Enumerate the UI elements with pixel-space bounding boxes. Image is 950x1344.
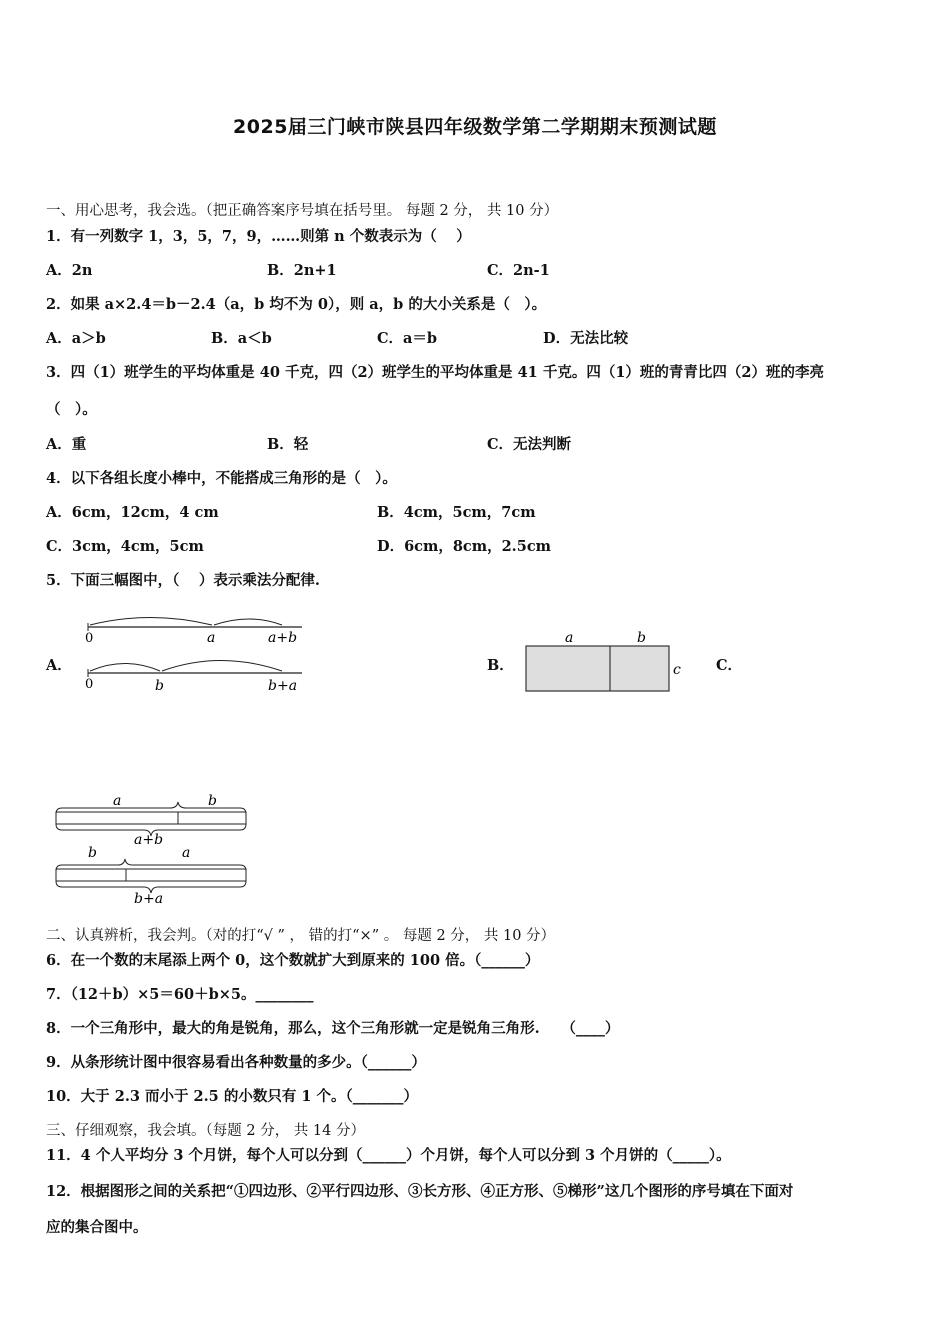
q5-figure-a bbox=[80, 608, 310, 694]
fig-a-label-a: a bbox=[207, 630, 216, 646]
question-4: 4．以下各组长度小棒中，不能搭成三角形的是（ ）。 bbox=[46, 470, 397, 487]
question-2: 2．如果 a×2.4＝b－2.4（a，b 均不为 0），则 a，b 的大小关系是（ ）。 bbox=[46, 296, 547, 313]
question-8: 8．一个三角形中，最大的角是锐角，那么，这个三角形就一定是锐角三角形. （____） bbox=[46, 1020, 620, 1037]
q4-option-b[interactable]: B．4cm，5cm，7cm bbox=[377, 504, 536, 521]
q2-option-b[interactable]: B．a＜b bbox=[211, 330, 272, 347]
q5-figure-c bbox=[50, 790, 255, 908]
q5-figure-b bbox=[520, 626, 690, 696]
question-11: 11．4 个人平均分 3 个月饼，每个人可以分到（______）个月饼，每个人可以分到 3 个月饼的（_____）。 bbox=[46, 1147, 731, 1164]
question-10: 10．大于 2.3 而小于 2.5 的小数只有 1 个。（_______） bbox=[46, 1088, 419, 1105]
q2-option-c[interactable]: C．a＝b bbox=[377, 330, 438, 347]
fig-c-label-b-1: b bbox=[208, 793, 217, 809]
question-6: 6．在一个数的末尾添上两个 0，这个数就扩大到原来的 100 倍。（______） bbox=[46, 952, 540, 969]
question-3-line1: 3．四（1）班学生的平均体重是 40 千克，四（2）班学生的平均体重是 41 千克。四（1）班的青青比四（2）班的李亮 bbox=[46, 364, 824, 381]
fig-c-label-ab: a+b bbox=[134, 832, 164, 848]
fig-a-label-ba: b+a bbox=[268, 678, 298, 694]
question-5: 5．下面三幅图中，（ ）表示乘法分配律. bbox=[46, 572, 320, 589]
q3-option-b[interactable]: B．轻 bbox=[267, 436, 309, 453]
q5-option-a[interactable]: A． bbox=[46, 657, 72, 674]
fig-b-label-b: b bbox=[637, 630, 646, 646]
q3-option-c[interactable]: C．无法判断 bbox=[487, 436, 572, 453]
fig-c-label-b-2: b bbox=[88, 845, 97, 861]
question-1: 1．有一列数字 1，3，5，7，9，……则第 n 个数表示为（ ） bbox=[46, 228, 471, 245]
question-7: 7．（12＋b）×5＝60＋b×5。________ bbox=[46, 986, 314, 1003]
fig-c-label-a-1: a bbox=[113, 793, 122, 809]
q2-option-d[interactable]: D．无法比较 bbox=[543, 330, 629, 347]
q1-option-c[interactable]: C．2n-1 bbox=[487, 262, 550, 279]
fig-a-zero-1: 0 bbox=[85, 631, 94, 646]
question-9: 9．从条形统计图中很容易看出各种数量的多少。（______） bbox=[46, 1054, 426, 1071]
question-12-line1: 12．根据图形之间的关系把“①四边形、②平行四边形、③长方形、④正方形、⑤梯形”这几个图形的序号填在下面对 bbox=[46, 1183, 794, 1200]
q5-option-c[interactable]: C． bbox=[716, 657, 743, 674]
fig-b-label-a: a bbox=[565, 630, 574, 646]
q4-option-d[interactable]: D．6cm，8cm，2.5cm bbox=[377, 538, 551, 555]
section-2-heading: 二、认真辨析，我会判。（对的打“√ ” ， 错的打“×” 。 每题 2 分， 共 10 分） bbox=[46, 928, 556, 944]
fig-c-label-ba: b+a bbox=[134, 891, 164, 907]
q4-option-a[interactable]: A．6cm，12cm，4 cm bbox=[46, 504, 219, 521]
section-1-heading: 一、用心思考，我会选。（把正确答案序号填在括号里。 每题 2 分， 共 10 分） bbox=[46, 203, 559, 219]
q4-option-c[interactable]: C．3cm，4cm，5cm bbox=[46, 538, 204, 555]
fig-a-zero-2: 0 bbox=[85, 677, 94, 692]
page-title: 2025届三门峡市陕县四年级数学第二学期期末预测试题 bbox=[233, 116, 717, 138]
question-3-line2: （ ）。 bbox=[46, 401, 97, 418]
q3-option-a[interactable]: A．重 bbox=[46, 436, 87, 453]
q1-option-b[interactable]: B．2n+1 bbox=[267, 262, 337, 279]
section-3-heading: 三、仔细观察，我会填。（每题 2 分， 共 14 分） bbox=[46, 1123, 365, 1139]
q1-option-a[interactable]: A．2n bbox=[46, 262, 93, 279]
q5-option-b[interactable]: B． bbox=[487, 657, 514, 674]
fig-b-label-c: c bbox=[673, 662, 681, 678]
fig-a-label-b: b bbox=[155, 678, 164, 694]
fig-c-label-a-2: a bbox=[182, 845, 191, 861]
q2-option-a[interactable]: A．a＞b bbox=[46, 330, 106, 347]
fig-a-label-ab: a+b bbox=[268, 630, 298, 646]
question-12-line2: 应的集合图中。 bbox=[46, 1219, 148, 1236]
